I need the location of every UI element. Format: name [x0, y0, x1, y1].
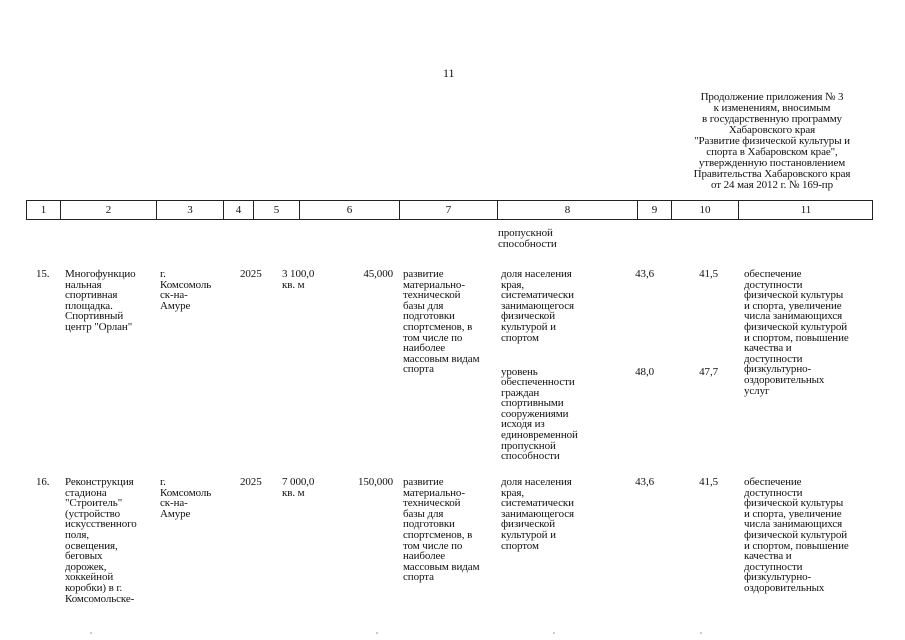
header-cell-5: 5 — [254, 201, 300, 219]
expected-result-line: физкультурно- — [744, 571, 812, 584]
carryover-text-line: способности — [498, 237, 557, 250]
indicator-line: систематически — [501, 497, 574, 510]
goal — [403, 477, 499, 583]
page-number: 11 — [443, 66, 455, 80]
scan-speck — [90, 632, 92, 634]
appendix-line: к изменениям, вносимым — [713, 102, 831, 114]
expected-result-line: физической культуры — [744, 289, 844, 302]
cost: 150,000 — [357, 476, 393, 488]
goal-line: том числе по — [403, 539, 463, 552]
header-cell-3: 3 — [157, 201, 224, 219]
header-cell-4: 4 — [224, 201, 254, 219]
expected-result-line: и спортом, повышение — [744, 331, 849, 344]
object-name-line: (устройство — [65, 507, 121, 520]
goal-line: развитие — [403, 268, 444, 280]
goal-line: массовым видам — [403, 560, 480, 573]
object-name-line: беговых — [65, 550, 103, 563]
indicator-line: доля населения — [501, 476, 572, 488]
object-name — [65, 477, 157, 604]
expected-result-line: обеспечение — [744, 476, 802, 488]
indicator-line: спортом — [501, 539, 539, 552]
expected-result-line: обеспечение — [744, 268, 802, 280]
header-cell-9: 9 — [638, 201, 672, 219]
expected-result-line: числа занимающихся — [744, 518, 843, 531]
object-name-line: поля, — [65, 528, 90, 541]
expected-result-line: доступности — [744, 278, 803, 291]
expected-result-line: доступности — [744, 352, 803, 365]
object-name-line: спортивная — [65, 289, 118, 302]
expected-result-line: услуг — [744, 384, 770, 397]
capacity-line: 3 100,0 — [282, 268, 315, 280]
location-line: ск-на- — [160, 497, 188, 510]
indicator-line: спортивными — [501, 397, 564, 410]
header-cell-11: 11 — [800, 204, 812, 216]
object-name-line: площадка. — [65, 299, 113, 312]
appendix-line: от 24 мая 2012 г. № 169-пр — [711, 179, 833, 191]
indicator-line: края, — [501, 278, 525, 291]
header-cell-2: 2 — [61, 201, 157, 219]
goal-line: наиболее — [403, 342, 446, 355]
expected-result-line: и спорта, увеличение — [744, 299, 842, 312]
header-cell-7: 7 — [400, 201, 498, 219]
capacity-line: 7 000,0 — [282, 476, 315, 488]
header-cell-8: 8 — [498, 201, 638, 219]
object-name-line: коробки) в г. — [65, 581, 123, 594]
indicator-line: культурой и — [501, 528, 556, 541]
appendix-line: Правительства Хабаровского края — [693, 168, 851, 180]
location-line: Комсомоль — [160, 278, 212, 291]
object-name-line: освещения, — [65, 539, 118, 552]
goal-line: подготовки — [403, 310, 455, 323]
indicator-value-10: 41,5 — [699, 476, 718, 488]
location-line: г. — [160, 268, 166, 280]
object-name — [65, 269, 157, 333]
indicator-line: систематически — [501, 289, 574, 302]
object-name-line: Комсомольске- — [65, 592, 135, 605]
appendix-caption — [672, 92, 872, 191]
indicator-line: занимающегося — [501, 299, 574, 312]
goal-line: технической — [403, 289, 461, 302]
indicator-value-9: 48,0 — [635, 365, 654, 378]
indicator-line: граждан — [501, 386, 540, 399]
goal-line: спорта — [403, 363, 434, 376]
goal-line: массовым видам — [403, 352, 480, 365]
header-cell-10: 10 — [672, 201, 739, 219]
object-name-line: центр "Орлан" — [65, 320, 133, 333]
scan-speck — [376, 632, 378, 634]
object-name-line: Реконструкция — [65, 476, 134, 488]
goal-line: том числе по — [403, 331, 463, 344]
indicator — [501, 367, 601, 462]
expected-result-line: качества и — [744, 342, 792, 355]
scan-speck — [553, 632, 555, 634]
capacity — [282, 269, 332, 290]
goal-line: материально- — [403, 278, 465, 291]
row-number: 16. — [36, 476, 50, 488]
indicator-line: доля населения — [501, 268, 572, 280]
year: 2025 — [240, 268, 262, 280]
location-line: Амуре — [160, 507, 191, 520]
expected-result — [744, 269, 872, 396]
goal-line: спорта — [403, 571, 434, 584]
object-name-line: Многофункцио — [65, 268, 136, 280]
appendix-line: "Развитие физической культуры и — [694, 135, 850, 147]
location-line: Комсомоль — [160, 486, 212, 499]
indicator-value-9: 43,6 — [635, 476, 654, 488]
goal-line: спортсменов, в — [403, 528, 473, 541]
indicator-line: физической — [501, 310, 555, 323]
indicator-line: культурой и — [501, 320, 556, 333]
header-cell-6: 6 — [300, 201, 400, 219]
appendix-line: Продолжение приложения № 3 — [700, 91, 844, 103]
expected-result — [744, 477, 872, 594]
expected-result-line: и спорта, увеличение — [744, 507, 842, 520]
object-name-line: стадиона — [65, 486, 107, 499]
object-name-line: нальная — [65, 278, 102, 291]
expected-result-line: и спортом, повышение — [744, 539, 849, 552]
header-cell-1: 1 — [27, 201, 61, 219]
expected-result-line: числа занимающихся — [744, 310, 843, 323]
scan-speck — [700, 632, 702, 634]
carryover-text — [498, 228, 618, 249]
indicator — [501, 477, 601, 551]
appendix-line: Хабаровского края — [728, 124, 816, 136]
indicator-line: уровень — [501, 365, 538, 378]
indicator-value-10: 41,5 — [699, 268, 718, 280]
goal-line: базы для — [403, 299, 444, 312]
expected-result-line: физической культуры — [744, 497, 844, 510]
indicator-line: единовременной — [501, 429, 578, 442]
location — [160, 477, 226, 519]
indicator-line: способности — [501, 450, 560, 463]
goal-line: технической — [403, 497, 461, 510]
year: 2025 — [240, 476, 262, 488]
goal-line: спортсменов, в — [403, 320, 473, 333]
row-number: 15. — [36, 268, 50, 280]
table-header — [26, 200, 873, 220]
goal — [403, 269, 499, 375]
expected-result-line: физической культурой — [744, 528, 848, 541]
indicator-line: спортом — [501, 331, 539, 344]
capacity-line: кв. м — [282, 278, 305, 291]
expected-result-line: оздоровительных — [744, 373, 825, 386]
goal-line: развитие — [403, 476, 444, 488]
goal-line: подготовки — [403, 518, 455, 531]
carryover-text-line: пропускной — [498, 227, 553, 239]
capacity — [282, 477, 332, 498]
location-line: ск-на- — [160, 289, 188, 302]
object-name-line: дорожек, — [65, 560, 107, 573]
goal-line: материально- — [403, 486, 465, 499]
object-name-line: искусственного — [65, 518, 137, 531]
object-name-line: Спортивный — [65, 310, 124, 323]
location-line: Амуре — [160, 299, 191, 312]
appendix-line: в государственную программу — [702, 113, 842, 125]
indicator-line: края, — [501, 486, 525, 499]
indicator-value-9: 43,6 — [635, 268, 654, 280]
cost: 45,000 — [363, 268, 393, 280]
capacity-line: кв. м — [282, 486, 305, 499]
expected-result-line: физической культурой — [744, 320, 848, 333]
indicator — [501, 269, 601, 343]
indicator-line: физической — [501, 518, 555, 531]
location-line: г. — [160, 476, 166, 488]
expected-result-line: качества и — [744, 550, 792, 563]
location — [160, 269, 226, 311]
indicator-line: обеспеченности — [501, 376, 575, 389]
appendix-line: спорта в Хабаровском крае", — [706, 146, 838, 158]
expected-result-line: доступности — [744, 560, 803, 573]
object-name-line: хоккейной — [65, 571, 114, 584]
indicator-line: сооружениями — [501, 407, 569, 420]
appendix-line: утвержденную постановлением — [698, 157, 846, 169]
object-name-line: "Строитель" — [65, 497, 123, 510]
indicator-line: занимающегося — [501, 507, 574, 520]
expected-result-line: доступности — [744, 486, 803, 499]
indicator-line: пропускной — [501, 439, 556, 452]
indicator-line: исходя из — [501, 418, 545, 431]
indicator-value-10: 47,7 — [699, 365, 718, 378]
expected-result-line: физкультурно- — [744, 363, 812, 376]
expected-result-line: оздоровительных — [744, 581, 825, 594]
goal-line: базы для — [403, 507, 444, 520]
goal-line: наиболее — [403, 550, 446, 563]
